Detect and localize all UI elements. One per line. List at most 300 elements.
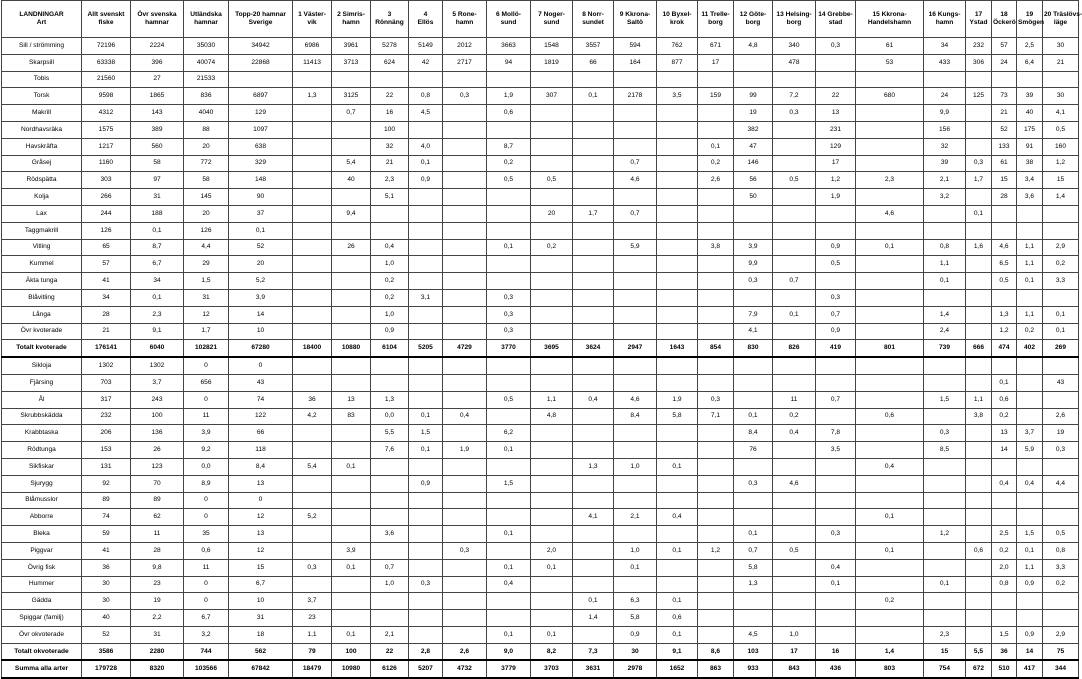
value-cell: 2,9 — [1043, 239, 1079, 256]
value-cell: 12 — [229, 542, 293, 559]
value-cell: 62 — [131, 509, 184, 526]
species-cell: Totalt okvoterade — [2, 643, 82, 660]
value-cell: 38 — [1017, 155, 1043, 172]
value-cell: 28 — [82, 306, 131, 323]
value-cell — [773, 71, 816, 88]
value-cell — [1017, 71, 1043, 88]
value-cell: 100 — [371, 121, 409, 138]
table-row — [2, 475, 1079, 492]
header-line-1: Övr svenska — [137, 11, 177, 18]
value-cell: 1,1 — [1017, 559, 1043, 576]
value-cell: 0,8 — [1043, 542, 1079, 559]
value-cell: 671 — [698, 38, 734, 55]
value-cell — [573, 289, 614, 306]
value-cell: 0,7 — [332, 105, 371, 122]
value-cell: 3586 — [82, 643, 131, 660]
value-cell: 306 — [966, 54, 992, 71]
table-row — [2, 593, 1079, 610]
value-cell: 11413 — [293, 54, 332, 71]
value-cell: 4,6 — [856, 205, 924, 222]
value-cell: 3695 — [531, 340, 573, 357]
value-cell — [487, 256, 531, 273]
value-cell — [487, 542, 531, 559]
value-cell: 0,1 — [734, 526, 773, 543]
value-cell: 772 — [184, 155, 229, 172]
value-cell — [573, 172, 614, 189]
value-cell: 0,4 — [657, 509, 698, 526]
value-cell — [443, 138, 487, 155]
value-cell — [332, 323, 371, 340]
table-row — [2, 357, 1079, 374]
value-cell: 624 — [371, 54, 409, 71]
value-cell: 50 — [734, 189, 773, 206]
value-cell — [734, 610, 773, 627]
header-line-1: 13 Helsing- — [776, 11, 812, 18]
value-cell: 1,0 — [371, 256, 409, 273]
value-cell — [573, 442, 614, 459]
header-line-2: sund — [543, 19, 560, 26]
species-cell: Abborre — [2, 509, 82, 526]
value-cell: 79 — [293, 643, 332, 660]
species-cell: Havskräfta — [2, 138, 82, 155]
table-row — [2, 610, 1079, 627]
value-cell — [332, 289, 371, 306]
value-cell — [293, 155, 332, 172]
value-cell: 1,4 — [573, 610, 614, 627]
table-row — [2, 71, 1079, 88]
value-cell — [966, 425, 992, 442]
header-column — [531, 1, 573, 38]
value-cell: 14 — [229, 306, 293, 323]
value-cell: 2280 — [131, 643, 184, 660]
value-cell — [229, 71, 293, 88]
value-cell: 17 — [773, 643, 816, 660]
value-cell: 0,5 — [487, 391, 531, 408]
value-cell: 1548 — [531, 38, 573, 55]
value-cell — [531, 273, 573, 290]
value-cell — [531, 425, 573, 442]
value-cell — [966, 559, 992, 576]
value-cell: 13 — [229, 526, 293, 543]
value-cell — [614, 357, 657, 374]
value-cell — [856, 475, 924, 492]
value-cell: 30 — [82, 576, 131, 593]
value-cell — [698, 559, 734, 576]
value-cell: 594 — [614, 38, 657, 55]
value-cell — [614, 442, 657, 459]
value-cell: 12 — [184, 306, 229, 323]
value-cell: 1,7 — [573, 205, 614, 222]
value-cell: 1,1 — [1017, 239, 1043, 256]
value-cell — [614, 289, 657, 306]
value-cell: 0,1 — [614, 559, 657, 576]
value-cell — [698, 323, 734, 340]
value-cell: 118 — [229, 442, 293, 459]
value-cell: 100 — [131, 408, 184, 425]
value-cell — [924, 357, 966, 374]
value-cell: 1,7 — [966, 172, 992, 189]
value-cell — [816, 357, 856, 374]
value-cell — [409, 593, 443, 610]
value-cell: 0,5 — [531, 172, 573, 189]
value-cell: 148 — [229, 172, 293, 189]
value-cell — [1043, 71, 1079, 88]
header-line-2: Öckerö — [993, 19, 1016, 26]
value-cell: 27 — [131, 71, 184, 88]
value-cell — [966, 357, 992, 374]
value-cell — [734, 222, 773, 239]
value-cell: 156 — [924, 121, 966, 138]
value-cell — [657, 576, 698, 593]
table-row — [2, 38, 1079, 55]
value-cell: 9,2 — [184, 442, 229, 459]
value-cell: 160 — [1043, 138, 1079, 155]
value-cell: 59 — [82, 526, 131, 543]
value-cell — [443, 374, 487, 391]
value-cell: 13 — [816, 105, 856, 122]
header-column — [82, 1, 131, 38]
header-line-1: 1 Väster- — [298, 11, 326, 18]
value-cell: 19 — [734, 105, 773, 122]
value-cell: 28 — [992, 189, 1017, 206]
header-line-2: läge — [1053, 19, 1068, 26]
value-cell — [657, 425, 698, 442]
value-cell: 744 — [184, 643, 229, 660]
value-cell — [487, 189, 531, 206]
value-cell — [856, 442, 924, 459]
value-cell: 0,7 — [614, 205, 657, 222]
value-cell — [1043, 458, 1079, 475]
value-cell: 3,7 — [1017, 425, 1043, 442]
value-cell: 22 — [816, 88, 856, 105]
value-cell — [657, 172, 698, 189]
value-cell — [573, 189, 614, 206]
value-cell: 40 — [82, 610, 131, 627]
value-cell: 34 — [82, 289, 131, 306]
value-cell — [966, 610, 992, 627]
value-cell — [487, 593, 531, 610]
header-column — [614, 1, 657, 38]
value-cell: 4,6 — [992, 239, 1017, 256]
value-cell: 34 — [924, 38, 966, 55]
value-cell: 9598 — [82, 88, 131, 105]
value-cell: 3,3 — [1043, 559, 1079, 576]
value-cell: 0,1 — [409, 442, 443, 459]
value-cell: 8,2 — [531, 643, 573, 660]
value-cell — [734, 458, 773, 475]
value-cell: 1,5 — [184, 273, 229, 290]
value-cell — [773, 559, 816, 576]
value-cell — [443, 425, 487, 442]
value-cell — [531, 442, 573, 459]
value-cell — [443, 526, 487, 543]
value-cell: 15 — [229, 559, 293, 576]
value-cell: 0,1 — [657, 458, 698, 475]
value-cell: 0,5 — [773, 542, 816, 559]
species-cell: Skarpsill — [2, 54, 82, 71]
value-cell: 4,6 — [614, 172, 657, 189]
table-row — [2, 492, 1079, 509]
value-cell — [293, 357, 332, 374]
species-cell: Rödspätta — [2, 172, 82, 189]
value-cell: 0,5 — [487, 172, 531, 189]
value-cell: 3663 — [487, 38, 531, 55]
value-cell: 4,1 — [573, 509, 614, 526]
value-cell: 4,8 — [531, 408, 573, 425]
value-cell: 396 — [131, 54, 184, 71]
header-column — [657, 1, 698, 38]
value-cell — [332, 526, 371, 543]
value-cell — [531, 105, 573, 122]
value-cell: 16 — [371, 105, 409, 122]
value-cell — [966, 323, 992, 340]
value-cell — [487, 509, 531, 526]
value-cell — [924, 205, 966, 222]
header-line-2: Ystad — [969, 19, 988, 26]
value-cell — [614, 576, 657, 593]
header-line-1: 12 Göte- — [739, 11, 767, 18]
value-cell: 3,6 — [371, 526, 409, 543]
value-cell — [443, 256, 487, 273]
value-cell: 4729 — [443, 340, 487, 357]
value-cell: 5,4 — [332, 155, 371, 172]
value-cell: 0,1 — [487, 526, 531, 543]
value-cell: 3770 — [487, 340, 531, 357]
value-cell: 3961 — [332, 38, 371, 55]
value-cell — [992, 357, 1017, 374]
value-cell: 0,2 — [531, 239, 573, 256]
value-cell — [966, 442, 992, 459]
value-cell — [698, 576, 734, 593]
value-cell: 30 — [1043, 88, 1079, 105]
header-column — [816, 1, 856, 38]
value-cell: 39 — [1017, 88, 1043, 105]
value-cell: 12 — [229, 509, 293, 526]
value-cell: 2,5 — [1017, 38, 1043, 55]
value-cell: 2,5 — [992, 526, 1017, 543]
value-cell — [856, 121, 924, 138]
value-cell — [773, 222, 816, 239]
value-cell: 22 — [371, 643, 409, 660]
value-cell: 0,1 — [573, 88, 614, 105]
species-cell: Övr kvoterade — [2, 323, 82, 340]
value-cell — [614, 222, 657, 239]
value-cell: 803 — [856, 660, 924, 678]
value-cell: 131 — [82, 458, 131, 475]
value-cell: 0 — [184, 492, 229, 509]
value-cell: 1,4 — [924, 306, 966, 323]
value-cell — [531, 492, 573, 509]
value-cell — [443, 121, 487, 138]
value-cell: 22 — [371, 88, 409, 105]
value-cell — [332, 374, 371, 391]
table-row — [2, 289, 1079, 306]
value-cell — [409, 626, 443, 643]
value-cell: 4,5 — [734, 626, 773, 643]
value-cell: 0,3 — [734, 273, 773, 290]
value-cell: 0,3 — [409, 576, 443, 593]
value-cell: 43 — [229, 374, 293, 391]
value-cell: 5149 — [409, 38, 443, 55]
value-cell — [293, 289, 332, 306]
value-cell — [332, 71, 371, 88]
value-cell — [573, 492, 614, 509]
value-cell: 0,3 — [816, 526, 856, 543]
value-cell: 8,4 — [229, 458, 293, 475]
value-cell — [409, 222, 443, 239]
value-cell — [1017, 509, 1043, 526]
value-cell — [573, 239, 614, 256]
value-cell: 0,9 — [816, 239, 856, 256]
value-cell — [332, 357, 371, 374]
value-cell: 436 — [816, 660, 856, 678]
value-cell: 1,1 — [924, 256, 966, 273]
value-cell — [573, 475, 614, 492]
species-cell: Torsk — [2, 88, 82, 105]
value-cell — [966, 138, 992, 155]
species-cell: Sill / strömming — [2, 38, 82, 55]
species-cell: Nordhavsräka — [2, 121, 82, 138]
value-cell: 8,4 — [614, 408, 657, 425]
value-cell: 0,2 — [371, 273, 409, 290]
species-cell: Övr okvoterade — [2, 626, 82, 643]
value-cell — [293, 492, 332, 509]
value-cell: 126 — [184, 222, 229, 239]
value-cell: 40 — [332, 172, 371, 189]
value-cell — [293, 189, 332, 206]
value-cell — [487, 121, 531, 138]
value-cell: 1,5 — [992, 626, 1017, 643]
value-cell — [657, 256, 698, 273]
header-column — [409, 1, 443, 38]
species-cell: Sjurygg — [2, 475, 82, 492]
value-cell — [409, 509, 443, 526]
value-cell — [856, 189, 924, 206]
value-cell — [966, 121, 992, 138]
value-cell — [573, 256, 614, 273]
species-cell: Gråsej — [2, 155, 82, 172]
value-cell — [924, 458, 966, 475]
value-cell — [924, 374, 966, 391]
value-cell: 31 — [131, 189, 184, 206]
header-column — [443, 1, 487, 38]
value-cell: 0,4 — [371, 239, 409, 256]
value-cell — [443, 306, 487, 323]
value-cell — [1017, 222, 1043, 239]
value-cell: 0,6 — [657, 610, 698, 627]
value-cell — [409, 357, 443, 374]
header-line-2: Ellös — [417, 19, 434, 26]
value-cell — [293, 205, 332, 222]
value-cell: 5,2 — [229, 273, 293, 290]
value-cell: 8,9 — [184, 475, 229, 492]
table-row — [2, 155, 1079, 172]
value-cell: 18 — [229, 626, 293, 643]
value-cell: 206 — [82, 425, 131, 442]
value-cell: 36 — [293, 391, 332, 408]
value-cell — [614, 121, 657, 138]
value-cell: 1,0 — [614, 458, 657, 475]
value-cell: 4,1 — [1043, 105, 1079, 122]
value-cell: 102821 — [184, 340, 229, 357]
value-cell: 7,3 — [573, 643, 614, 660]
value-cell — [332, 306, 371, 323]
value-cell: 1,0 — [371, 576, 409, 593]
value-cell: 103 — [734, 643, 773, 660]
value-cell: 0,1 — [409, 155, 443, 172]
value-cell — [371, 458, 409, 475]
value-cell — [966, 256, 992, 273]
value-cell — [531, 323, 573, 340]
species-cell: Summa alla arter — [2, 660, 82, 678]
species-cell: Sikfiskar — [2, 458, 82, 475]
value-cell: 0 — [229, 492, 293, 509]
value-cell: 75 — [1043, 643, 1079, 660]
value-cell — [293, 105, 332, 122]
header-column — [229, 1, 293, 38]
header-line-2: Handelshamn — [867, 19, 912, 26]
value-cell: 5,9 — [1017, 442, 1043, 459]
value-cell: 0 — [229, 357, 293, 374]
value-cell — [698, 105, 734, 122]
value-cell: 1,2 — [698, 542, 734, 559]
value-cell: 0,9 — [1017, 626, 1043, 643]
value-cell: 1,1 — [293, 626, 332, 643]
value-cell: 5,4 — [293, 458, 332, 475]
value-cell — [992, 222, 1017, 239]
value-cell — [924, 559, 966, 576]
value-cell: 2,3 — [924, 626, 966, 643]
value-cell: 0,7 — [614, 155, 657, 172]
value-cell — [531, 576, 573, 593]
value-cell — [531, 374, 573, 391]
value-cell: 125 — [966, 88, 992, 105]
value-cell — [924, 593, 966, 610]
value-cell — [573, 105, 614, 122]
value-cell — [293, 273, 332, 290]
value-cell — [573, 138, 614, 155]
value-cell — [293, 542, 332, 559]
value-cell — [332, 610, 371, 627]
value-cell — [924, 509, 966, 526]
value-cell: 37 — [229, 205, 293, 222]
value-cell: 30 — [82, 593, 131, 610]
value-cell — [657, 189, 698, 206]
value-cell: 3631 — [573, 660, 614, 678]
header-line-2: Smögen — [1018, 19, 1045, 26]
value-cell: 0,1 — [487, 442, 531, 459]
value-cell: 739 — [924, 340, 966, 357]
value-cell — [293, 576, 332, 593]
value-cell — [734, 492, 773, 509]
header-column — [573, 1, 614, 38]
value-cell: 3,5 — [657, 88, 698, 105]
species-cell: Krabbtaska — [2, 425, 82, 442]
value-cell — [992, 458, 1017, 475]
value-cell — [1017, 492, 1043, 509]
value-cell: 73 — [992, 88, 1017, 105]
value-cell: 11 — [131, 526, 184, 543]
value-cell: 1,0 — [614, 542, 657, 559]
value-cell — [531, 593, 573, 610]
value-cell: 2224 — [131, 38, 184, 55]
table-row — [2, 239, 1079, 256]
value-cell — [371, 492, 409, 509]
value-cell: 0,4 — [443, 408, 487, 425]
value-cell: 63338 — [82, 54, 131, 71]
value-cell — [773, 155, 816, 172]
value-cell — [614, 425, 657, 442]
